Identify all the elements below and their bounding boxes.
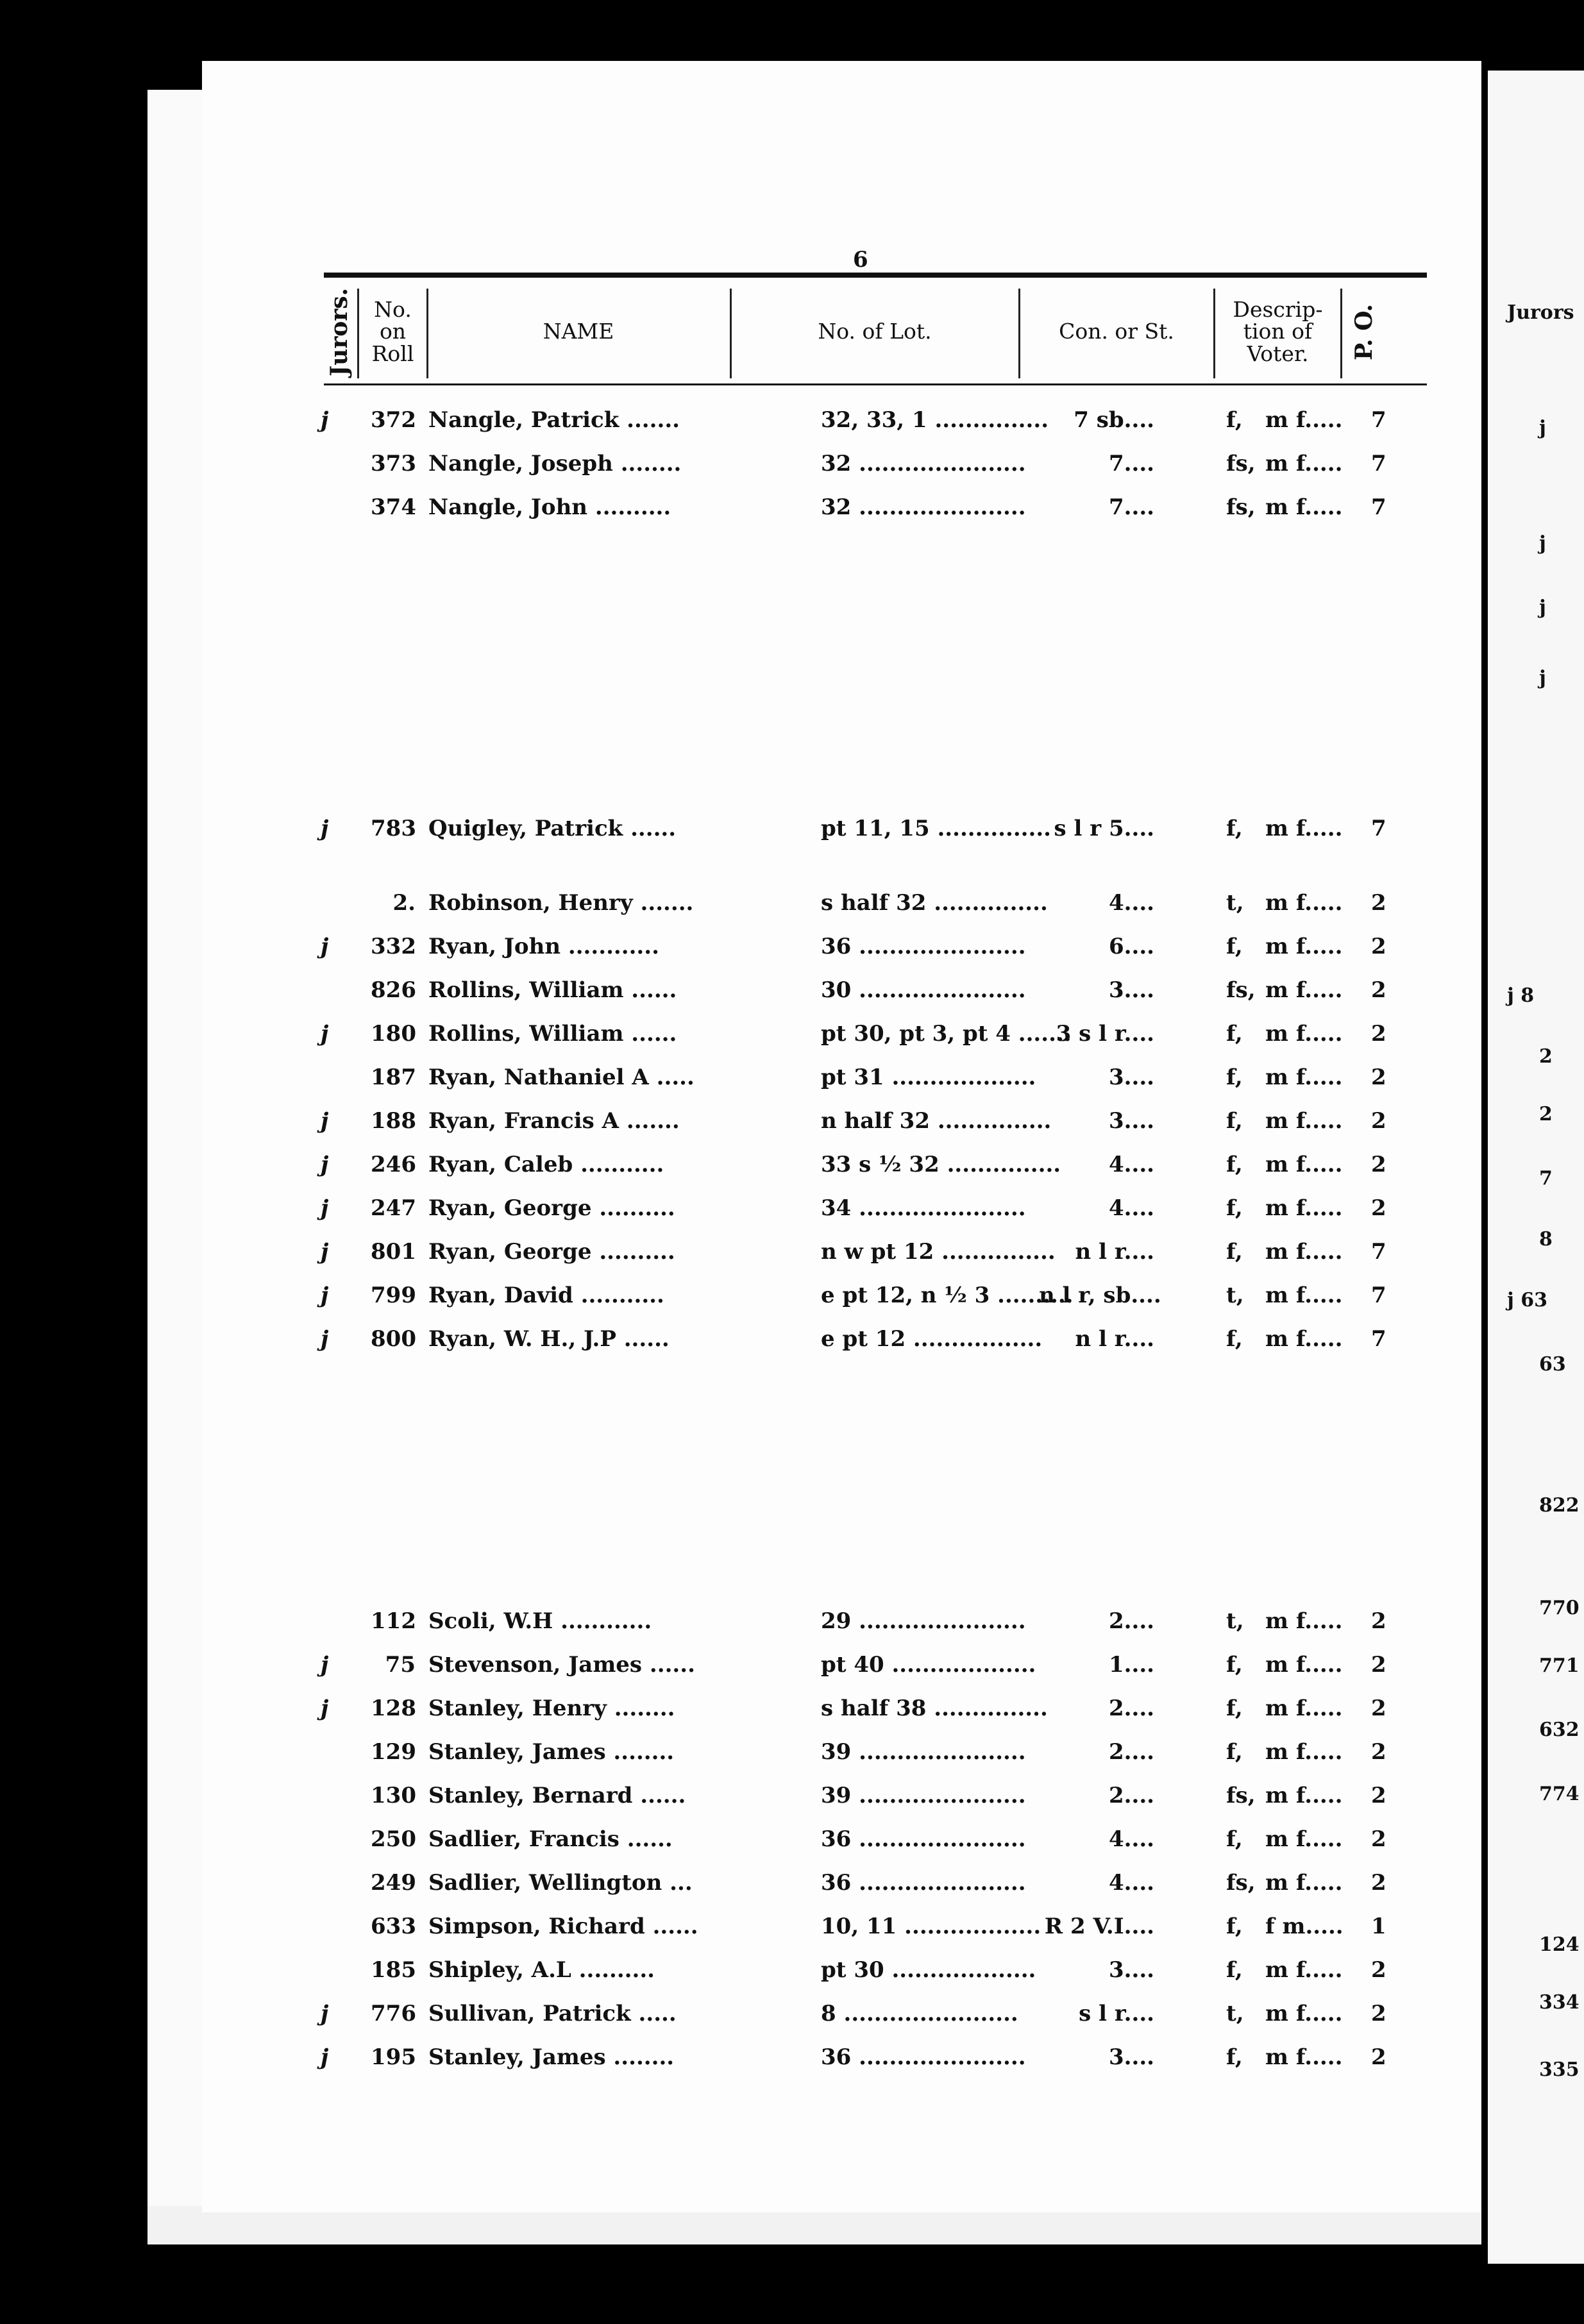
- header-con: Con. or St.: [1059, 319, 1174, 344]
- lot-number: 36 ......................: [821, 934, 1026, 959]
- juror-mark: j: [321, 816, 329, 841]
- mf-code: m f.....: [1265, 934, 1343, 959]
- concession: 3....: [1108, 977, 1154, 1003]
- roll-number: 372: [371, 407, 416, 433]
- concession: 2....: [1108, 1696, 1154, 1721]
- juror-mark: j: [321, 1239, 329, 1265]
- lot-number: pt 11, 15 ...............: [821, 816, 1052, 841]
- table-row: [0, 451, 1584, 482]
- post-office: 7: [1371, 494, 1386, 520]
- voter-description: f,: [1226, 1826, 1243, 1852]
- roll-number: 195: [371, 2044, 416, 2070]
- table-row: [0, 407, 1584, 438]
- post-office: 2: [1371, 934, 1386, 959]
- mf-code: m f.....: [1265, 1283, 1343, 1308]
- voter-name: Nangle, John ..........: [428, 494, 671, 520]
- mf-code: m f.....: [1265, 1239, 1343, 1265]
- roll-number: 128: [371, 1696, 416, 1721]
- lot-number: e pt 12, n ½ 3 ..........: [821, 1283, 1074, 1308]
- table-row: [0, 494, 1584, 525]
- roll-number: 826: [371, 977, 416, 1003]
- voter-description: t,: [1226, 1608, 1244, 1634]
- margin-entry: j: [1539, 667, 1546, 689]
- roll-number: 2.: [392, 890, 416, 916]
- table-row: [0, 1696, 1584, 1726]
- table-row: [0, 1326, 1584, 1357]
- roll-number: 801: [371, 1239, 416, 1265]
- table-row: [0, 1608, 1584, 1639]
- roll-number: 332: [371, 934, 416, 959]
- mf-code: m f.....: [1265, 2001, 1343, 2026]
- roll-number: 180: [371, 1021, 416, 1047]
- lot-number: 39 ......................: [821, 1783, 1026, 1808]
- roll-number: 246: [371, 1152, 416, 1177]
- mf-code: m f.....: [1265, 494, 1343, 520]
- post-office: 7: [1371, 1239, 1386, 1265]
- juror-mark: j: [321, 1195, 329, 1221]
- margin-entry: 774: [1539, 1783, 1580, 1805]
- voter-description: t,: [1226, 890, 1244, 916]
- voter-description: f,: [1226, 2044, 1243, 2070]
- lot-number: 36 ......................: [821, 1870, 1026, 1896]
- voter-description: f,: [1226, 1021, 1243, 1047]
- mf-code: m f.....: [1265, 1152, 1343, 1177]
- juror-mark: j: [321, 407, 329, 433]
- mf-code: m f.....: [1265, 1195, 1343, 1221]
- roll-number: 185: [371, 1957, 416, 1983]
- post-office: 2: [1371, 1957, 1386, 1983]
- concession: s l r 5....: [1054, 816, 1154, 841]
- voter-description: f,: [1226, 1696, 1243, 1721]
- voter-description: fs,: [1226, 1783, 1256, 1808]
- margin-entry: j: [1539, 596, 1546, 619]
- post-office: 2: [1371, 1696, 1386, 1721]
- roll-number: 249: [371, 1870, 416, 1896]
- lot-number: 29 ......................: [821, 1608, 1026, 1634]
- roll-number: 187: [371, 1065, 416, 1090]
- concession: n l r....: [1075, 1326, 1154, 1352]
- header-po-label: P. O.: [1351, 303, 1378, 360]
- lot-number: n half 32 ...............: [821, 1108, 1052, 1134]
- voter-name: Stanley, James ........: [428, 2044, 675, 2070]
- roll-number: 75: [385, 1652, 416, 1678]
- post-office: 1: [1371, 1914, 1386, 1939]
- concession: 3....: [1108, 1065, 1154, 1090]
- lot-number: 10, 11 ..................: [821, 1914, 1041, 1939]
- mf-code: m f.....: [1265, 2044, 1343, 2070]
- voter-description: f,: [1226, 1108, 1243, 1134]
- mf-code: m f.....: [1265, 1826, 1343, 1852]
- voter-description: f,: [1226, 816, 1243, 841]
- mf-code: f m.....: [1265, 1914, 1344, 1939]
- page-number: 6: [853, 247, 868, 273]
- roll-number: 800: [371, 1326, 416, 1352]
- voter-name: Stevenson, James ......: [428, 1652, 695, 1678]
- voter-name: Stanley, James ........: [428, 1739, 675, 1765]
- voter-description: f,: [1226, 1326, 1243, 1352]
- voter-name: Rollins, William ......: [428, 977, 677, 1003]
- voter-name: Shipley, A.L ..........: [428, 1957, 655, 1983]
- juror-mark: j: [321, 2001, 329, 2026]
- margin-entry: 771: [1539, 1655, 1580, 1677]
- concession: 6....: [1108, 934, 1154, 959]
- header-jurors-label: Jurors.: [326, 287, 353, 376]
- post-office: 2: [1371, 1739, 1386, 1765]
- lot-number: s half 38 ...............: [821, 1696, 1048, 1721]
- voter-description: f,: [1226, 1065, 1243, 1090]
- post-office: 7: [1371, 816, 1386, 841]
- table-row: [0, 2001, 1584, 2032]
- margin-entry: 63: [1539, 1353, 1566, 1376]
- post-office: 2: [1371, 1021, 1386, 1047]
- lot-number: pt 40 ...................: [821, 1652, 1036, 1678]
- header-jurors: [324, 282, 356, 382]
- voter-name: Ryan, Nathaniel A .....: [428, 1065, 695, 1090]
- table-row: [0, 890, 1584, 921]
- post-office: 2: [1371, 2001, 1386, 2026]
- lot-number: 8 .......................: [821, 2001, 1018, 2026]
- table-row: [0, 1195, 1584, 1226]
- mf-code: m f.....: [1265, 451, 1343, 476]
- mf-code: m f.....: [1265, 1783, 1343, 1808]
- mf-code: m f.....: [1265, 890, 1343, 916]
- roll-number: 112: [371, 1608, 416, 1634]
- lot-number: 32 ......................: [821, 451, 1026, 476]
- roll-number: 799: [371, 1283, 416, 1308]
- table-row: [0, 1108, 1584, 1139]
- juror-mark: j: [321, 2044, 329, 2070]
- juror-mark: j: [321, 934, 329, 959]
- juror-mark: j: [321, 1108, 329, 1134]
- table-row: [0, 2044, 1584, 2075]
- juror-mark: j: [321, 1152, 329, 1177]
- voter-name: Ryan, David ...........: [428, 1283, 664, 1308]
- lot-number: 33 s ½ 32 ...............: [821, 1152, 1061, 1177]
- concession: 7....: [1108, 494, 1154, 520]
- juror-mark: j: [321, 1283, 329, 1308]
- mf-code: m f.....: [1265, 1108, 1343, 1134]
- post-office: 2: [1371, 1826, 1386, 1852]
- margin-entry: j 63: [1507, 1289, 1548, 1311]
- lot-number: 36 ......................: [821, 1826, 1026, 1852]
- mf-code: m f.....: [1265, 977, 1343, 1003]
- header-desc-line2: tion of: [1243, 319, 1313, 344]
- table-row: [0, 816, 1584, 846]
- voter-description: fs,: [1226, 1870, 1256, 1896]
- table-row: [0, 977, 1584, 1008]
- post-office: 2: [1371, 1870, 1386, 1896]
- mf-code: m f.....: [1265, 1870, 1343, 1896]
- concession: 4....: [1108, 1195, 1154, 1221]
- mf-code: m f.....: [1265, 1652, 1343, 1678]
- roll-number: 373: [371, 451, 416, 476]
- mf-code: m f.....: [1265, 1065, 1343, 1090]
- voter-name: Scoli, W.H ............: [428, 1608, 652, 1634]
- voter-description: f,: [1226, 1914, 1243, 1939]
- post-office: 7: [1371, 1283, 1386, 1308]
- table-row: [0, 1021, 1584, 1052]
- concession: 3....: [1108, 1957, 1154, 1983]
- margin-entry: 2: [1539, 1045, 1553, 1068]
- post-office: 7: [1371, 407, 1386, 433]
- concession: 2....: [1108, 1783, 1154, 1808]
- concession: n l r, sb....: [1039, 1283, 1161, 1308]
- voter-name: Rollins, William ......: [428, 1021, 677, 1047]
- voter-description: t,: [1226, 1283, 1244, 1308]
- juror-mark: j: [321, 1021, 329, 1047]
- mf-code: m f.....: [1265, 1696, 1343, 1721]
- lot-number: 34 ......................: [821, 1195, 1026, 1221]
- post-office: 2: [1371, 1195, 1386, 1221]
- header-desc-line1: Descrip-: [1233, 296, 1323, 322]
- voter-name: Sullivan, Patrick .....: [428, 2001, 677, 2026]
- margin-entry: j: [1539, 417, 1546, 439]
- margin-entry: 2: [1539, 1103, 1553, 1125]
- concession: 7....: [1108, 451, 1154, 476]
- voter-name: Sadlier, Wellington ...: [428, 1870, 693, 1896]
- concession: n l r....: [1075, 1239, 1154, 1265]
- table-row: [0, 1239, 1584, 1270]
- lot-number: 39 ......................: [821, 1739, 1026, 1765]
- voter-name: Sadlier, Francis ......: [428, 1826, 673, 1852]
- mf-code: m f.....: [1265, 407, 1343, 433]
- roll-number: 129: [371, 1739, 416, 1765]
- voter-name: Robinson, Henry .......: [428, 890, 694, 916]
- concession: 4....: [1108, 1826, 1154, 1852]
- voter-description: f,: [1226, 934, 1243, 959]
- voter-description: fs,: [1226, 451, 1256, 476]
- voter-name: Stanley, Bernard ......: [428, 1783, 686, 1808]
- voter-name: Ryan, Francis A .......: [428, 1108, 680, 1134]
- voter-name: Ryan, George ..........: [428, 1195, 675, 1221]
- concession: 4....: [1108, 890, 1154, 916]
- header-no-line1: No.: [374, 296, 412, 322]
- concession: s l r....: [1079, 2001, 1154, 2026]
- voter-description: f,: [1226, 1652, 1243, 1678]
- post-office: 2: [1371, 1652, 1386, 1678]
- margin-entry: 124: [1539, 1933, 1580, 1956]
- voter-name: Stanley, Henry ........: [428, 1696, 675, 1721]
- post-office: 2: [1371, 1608, 1386, 1634]
- post-office: 2: [1371, 1152, 1386, 1177]
- table-row: [0, 1652, 1584, 1683]
- post-office: 7: [1371, 1326, 1386, 1352]
- roll-number: 130: [371, 1783, 416, 1808]
- lot-number: 36 ......................: [821, 2044, 1026, 2070]
- lot-number: 32 ......................: [821, 494, 1026, 520]
- table-row: [0, 1870, 1584, 1901]
- header-lot: No. of Lot.: [818, 319, 932, 344]
- juror-mark: j: [321, 1696, 329, 1721]
- voter-name: Simpson, Richard ......: [428, 1914, 698, 1939]
- mf-code: m f.....: [1265, 1326, 1343, 1352]
- margin-entry: 8: [1539, 1228, 1553, 1250]
- concession: 4....: [1108, 1870, 1154, 1896]
- header-description: [1215, 282, 1340, 382]
- mf-code: m f.....: [1265, 1608, 1343, 1634]
- voter-description: fs,: [1226, 494, 1256, 520]
- margin-entry: 632: [1539, 1719, 1580, 1741]
- post-office: 2: [1371, 1065, 1386, 1090]
- table-row: [0, 1739, 1584, 1770]
- post-office: 2: [1371, 1783, 1386, 1808]
- margin-entry: 334: [1539, 1991, 1580, 2014]
- margin-entry: 335: [1539, 2059, 1580, 2081]
- table-row: [0, 1152, 1584, 1183]
- header-top-rule: [324, 273, 1427, 278]
- voter-description: f,: [1226, 1195, 1243, 1221]
- roll-number: 374: [371, 494, 416, 520]
- mf-code: m f.....: [1265, 1957, 1343, 1983]
- juror-mark: j: [321, 1326, 329, 1352]
- voter-description: f,: [1226, 1152, 1243, 1177]
- roll-number: 188: [371, 1108, 416, 1134]
- post-office: 2: [1371, 890, 1386, 916]
- roll-number: 783: [371, 816, 416, 841]
- roll-number: 633: [371, 1914, 416, 1939]
- table-row: [0, 1914, 1584, 1944]
- voter-name: Quigley, Patrick ......: [428, 816, 677, 841]
- lot-number: pt 30, pt 3, pt 4 .......: [821, 1021, 1072, 1047]
- concession: 2....: [1108, 1608, 1154, 1634]
- voter-name: Ryan, W. H., J.P ......: [428, 1326, 670, 1352]
- concession: 7 sb....: [1074, 407, 1154, 433]
- juror-mark: j: [321, 1652, 329, 1678]
- lot-number: e pt 12 .................: [821, 1326, 1043, 1352]
- lot-number: 30 ......................: [821, 977, 1026, 1003]
- voter-description: f,: [1226, 1239, 1243, 1265]
- header-no-on-roll: [359, 282, 426, 382]
- voter-name: Nangle, Patrick .......: [428, 407, 680, 433]
- concession: 2....: [1108, 1739, 1154, 1765]
- lot-number: n w pt 12 ...............: [821, 1239, 1056, 1265]
- margin-entry: 770: [1539, 1597, 1580, 1619]
- margin-entry: j 8: [1507, 984, 1535, 1007]
- voter-description: f,: [1226, 1739, 1243, 1765]
- lot-number: pt 30 ...................: [821, 1957, 1036, 1983]
- margin-entry: j: [1539, 532, 1546, 555]
- lot-number: 32, 33, 1 ...............: [821, 407, 1049, 433]
- header-no-line3: Roll: [371, 341, 414, 366]
- post-office: 2: [1371, 2044, 1386, 2070]
- post-office: 2: [1371, 977, 1386, 1003]
- concession: 3....: [1108, 2044, 1154, 2070]
- margin-entry: Jurors: [1507, 301, 1574, 324]
- lot-number: s half 32 ...............: [821, 890, 1048, 916]
- concession: R 2 V.I....: [1044, 1914, 1154, 1939]
- voter-description: t,: [1226, 2001, 1244, 2026]
- header-po: [1342, 282, 1387, 382]
- table-row: [0, 1826, 1584, 1857]
- concession: 3....: [1108, 1108, 1154, 1134]
- header-bottom-rule: [324, 383, 1427, 385]
- table-row: [0, 934, 1584, 964]
- concession: 4....: [1108, 1152, 1154, 1177]
- header-desc-line3: Voter.: [1247, 341, 1309, 366]
- header-name: NAME: [543, 319, 614, 344]
- table-row: [0, 1783, 1584, 1814]
- voter-description: fs,: [1226, 977, 1256, 1003]
- concession: 1....: [1108, 1652, 1154, 1678]
- table-row: [0, 1957, 1584, 1988]
- table-row: [0, 1065, 1584, 1095]
- mf-code: m f.....: [1265, 1021, 1343, 1047]
- roll-number: 250: [371, 1826, 416, 1852]
- mf-code: m f.....: [1265, 816, 1343, 841]
- voter-description: f,: [1226, 407, 1243, 433]
- concession: 3 s l r....: [1056, 1021, 1154, 1047]
- voter-name: Nangle, Joseph ........: [428, 451, 682, 476]
- voter-description: f,: [1226, 1957, 1243, 1983]
- voter-name: Ryan, Caleb ...........: [428, 1152, 664, 1177]
- lot-number: pt 31 ...................: [821, 1065, 1036, 1090]
- margin-entry: 822: [1539, 1494, 1580, 1517]
- mf-code: m f.....: [1265, 1739, 1343, 1765]
- post-office: 7: [1371, 451, 1386, 476]
- table-row: [0, 1283, 1584, 1313]
- header-no-line2: on: [379, 319, 407, 344]
- roll-number: 776: [371, 2001, 416, 2026]
- roll-number: 247: [371, 1195, 416, 1221]
- post-office: 2: [1371, 1108, 1386, 1134]
- voter-name: Ryan, John ............: [428, 934, 659, 959]
- margin-entry: 7: [1539, 1167, 1553, 1190]
- voter-name: Ryan, George ..........: [428, 1239, 675, 1265]
